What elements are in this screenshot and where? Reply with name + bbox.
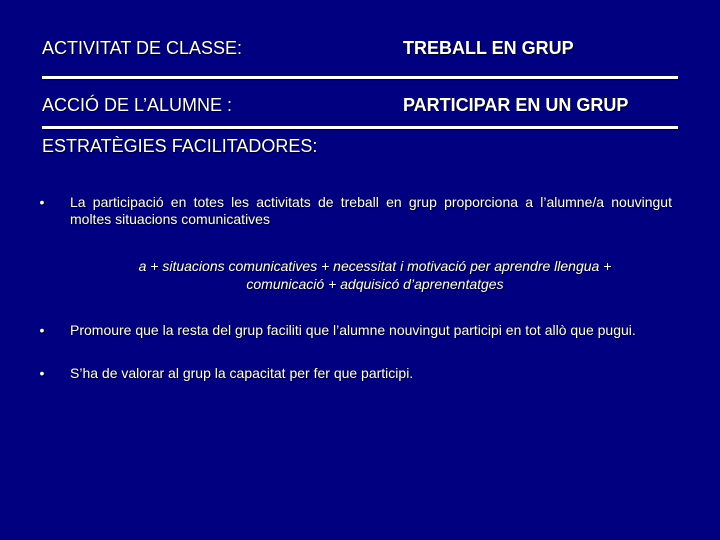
action-label: ACCIÓ DE L’ALUMNE :	[42, 95, 233, 115]
bullet-icon: •	[39, 365, 45, 381]
note-line-1: a + situacions comunicatives + necessitat i motivació per aprendre llengua +	[138, 258, 612, 274]
activity-label: ACTIVITAT DE CLASSE:	[42, 38, 243, 58]
bullet-text-1: La participació en totes les activitats de treball en grup proporciona a l’alumne/a nouvingut moltes situacions comunicatives	[70, 194, 672, 227]
strategies-heading: ESTRATÈGIES FACILITADORES:	[42, 136, 318, 156]
note-line-2: comunicació + adquisicó d’aprenentatges	[246, 276, 504, 292]
bullet-text-3: S’ha de valorar al grup la capacitat per fer que participi.	[70, 365, 414, 381]
divider-rule-1	[42, 76, 678, 79]
action-value: PARTICIPAR EN UN GRUP	[403, 95, 629, 115]
bullet-item-2	[36, 322, 672, 339]
bullet-icon: •	[39, 194, 45, 210]
bullet-item-1	[36, 194, 672, 228]
bullet-text-2: Promoure que la resta del grup faciliti que l’alumne nouvingut participi en tot allò que pugui.	[70, 322, 636, 338]
bullet-icon: •	[39, 322, 45, 338]
activity-value: TREBALL EN GRUP	[403, 38, 574, 58]
bullet-item-3	[36, 365, 672, 382]
divider-rule-2	[42, 126, 678, 129]
